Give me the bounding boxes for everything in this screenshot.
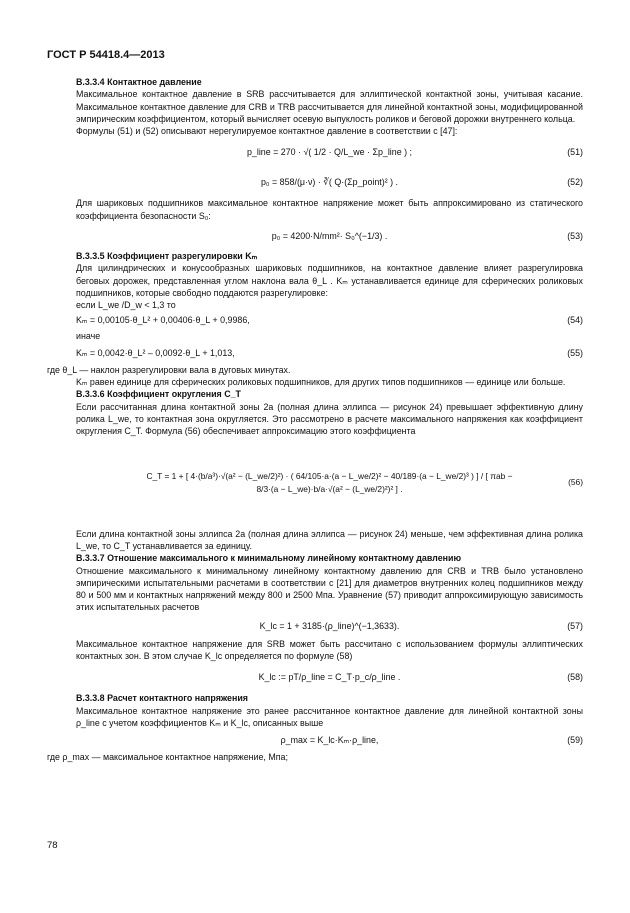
paragraph: Максимальное контактное напряжение для SRB может быть рассчитано с использованием формулы эллиптических контактных зон. В этом случае K_lc определяется по формуле (58)	[76, 638, 583, 662]
paragraph: Если длина контактной зоны эллипса 2a (полная длина эллипса — рисунок 24) меньше, чем эффективная длина ролика L_we, то C_T устанавливается за единицу.	[76, 528, 583, 551]
paragraph: Максимальное контактное напряжение это ранее рассчитанное контактное давление для линейной контактной зоны ρ_line с учетом коэффициентов Kₘ и K_lc, описанных выше	[76, 705, 583, 728]
paragraph: Kₘ равен единице для сферических роликовых подшипников, для других типов подшипников — единице или больше.	[76, 377, 566, 388]
equation-number: (52)	[567, 177, 583, 188]
paragraph: Для цилиндрических и конусообразных шариковых подшипников, на контактное давление влияет разрегулировка беговых дорожек, представленная углом наклона вала θ_L . Kₘ устанавливается единице для сферических роликовых подшипников, которые свободно поддаются разрегулировке:	[76, 263, 583, 298]
paragraph: Отношение максимального к минимальному линейному контактному давлению для CRB и TRB было установлено эмпирическими испытательными расчетами в соответствии с [21] для диаметров внутренних колец подшипников между 80 и 500 мм и контактных напряжений между 800 и 2500 Мпа. Уравнение (57) приводит аппроксимирующую зависимость этих испытательных расчетов	[76, 565, 583, 613]
formula: C_T = 1 + [ 4·(b/a³)·√(a² − (L_we/2)²) · ( 64/105·a·(a − L_we/2)² − 40/189·(a − L_we/2)³ ) ] / [ πab − 8/3·(a − L_we)·b/a·√(a² − (L_we/2)²)² ] .	[146, 471, 513, 494]
equation-54	[76, 312, 583, 330]
equation-59	[76, 729, 583, 751]
equation-51	[76, 137, 583, 167]
equation-52	[76, 167, 583, 197]
equation-57	[76, 614, 583, 638]
equation-number: (55)	[567, 347, 583, 358]
formula: K_lc = 1 + 3185·(ρ_line)^(−1,3633).	[259, 620, 400, 631]
paragraph: Формулы (51) и (52) описывают нерегулируемое контактное давление в соответствии с [47]:	[76, 126, 458, 137]
condition-text: иначе	[76, 330, 101, 341]
section-title-3-3-5: В.3.3.5 Коэффициент разрегулировки Kₘ	[76, 251, 258, 262]
formula: Kₘ = 0,0042·θ_L² – 0,0092·θ_L + 1,013,	[76, 347, 235, 358]
equation-53	[76, 222, 583, 250]
equation-55	[76, 342, 583, 364]
paragraph: Если рассчитанная длина контактной зоны 2a (полная длина эллипса — рисунок 24) превышает эффективную длину ролика L_we, то контактная зона округляется. Это рассмотрено в расчете максимального напряжения как коэффициент округления C_T. Формула (56) обеспечивает аппроксимацию этого коэффициента	[76, 401, 583, 437]
equation-58	[76, 662, 583, 692]
equation-number: (57)	[567, 620, 583, 631]
equation-number: (51)	[567, 147, 583, 158]
equation-number: (53)	[567, 230, 583, 241]
page-number: 78	[47, 840, 58, 851]
paragraph: Максимальное контактное давление в SRB рассчитывается для эллиптической контактной зоны, учитывая касание. Максимальное контактное давление для CRB и TRB рассчитывается для линейной контактной зоны, модифицированной эмпирическим коэффициентом, который вычисляет осевую выпуклость роликов и беговой дорожки внутреннего кольца.	[76, 89, 583, 124]
where-clause: где ρ_max — максимальное контактное напряжение, Мпа;	[47, 752, 288, 763]
formula: Kₘ = 0,00105·θ_L² + 0,00406·θ_L + 0,9986,	[76, 315, 250, 326]
section-title-3-3-6: В.3.3.6 Коэффициент округления C_T	[76, 389, 241, 400]
formula: p_line = 270 · √( 1/2 · Q/L_we · Σp_line ) ;	[246, 147, 412, 158]
section-title-3-3-4: В.3.3.4 Контактное давление	[76, 77, 202, 87]
equation-56	[76, 438, 583, 528]
equation-number: (58)	[567, 672, 583, 683]
document-body	[47, 76, 583, 764]
section-title-3-3-8: В.3.3.8 Расчет контактного напряжения	[76, 693, 248, 704]
document-header: ГОСТ Р 54418.4—2013	[47, 49, 165, 61]
paragraph: Для шариковых подшипников максимальное контактное напряжение может быть аппроксимировано из статического коэффициента безопасности S₀:	[76, 198, 583, 221]
formula: p₀ = 4200·N/mm²· S₀^(−1/3) .	[271, 230, 388, 241]
where-clause: где θ_L — наклон разрегулировки вала в дуговых минутах.	[47, 364, 291, 375]
equation-number: (56)	[568, 477, 583, 488]
formula: K_lc := pT/ρ_line = C_T·p_c/ρ_line .	[258, 672, 401, 683]
condition-text: если L_we /D_w < 1,3 то	[76, 300, 176, 311]
equation-number: (59)	[567, 735, 583, 746]
equation-number: (54)	[567, 315, 583, 326]
formula: p₀ = 858/(μ·ν) · ∛( Q·(Σp_point)² ) .	[260, 177, 399, 188]
formula: ρ_max = K_lc·Kₘ·ρ_line,	[280, 735, 379, 746]
section-title-3-3-7: В.3.3.7 Отношение максимального к минимальному линейному контактному давлению	[76, 553, 462, 564]
